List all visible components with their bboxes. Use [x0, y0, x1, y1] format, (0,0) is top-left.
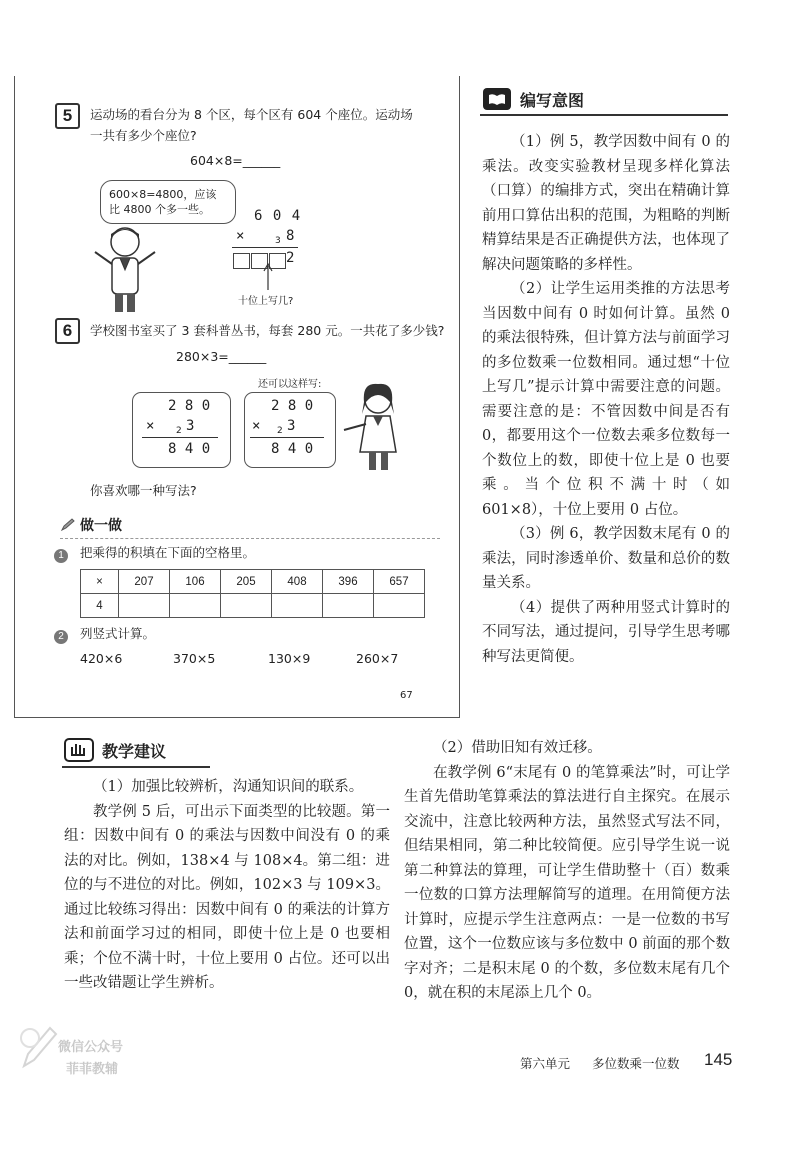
exercise-2-item: 260×7: [356, 651, 399, 666]
bubble-line2: 比 4800 个多一些。: [109, 203, 210, 216]
table-header-cell: 408: [272, 570, 323, 594]
exercise-2-number: 2: [54, 626, 68, 645]
advice-paragraph: 教学例 5 后，可出示下面类型的比较题。第一组：因数中间有 0 的乘法与因数中间没有 0 的乘法的对比。例如，138×4 与 108×4。第二组：进位的与不进位的对比。例如，102×3 与 109×3。通过比较练习得出：因数中间有 0 的乘法的计算方法和前面学习过的相同，即使十位上是 0 也要相乘；个位不满十时，十位上要用 0 占位。还可以出一些改错题让学生辨析。: [64, 803, 390, 991]
footer-topic: 多位数乘一位数: [592, 1056, 680, 1071]
table-answer-row: [81, 594, 425, 618]
exercise-2-item: 130×9: [268, 651, 311, 666]
girl-illustration: [336, 380, 414, 472]
problem-6-equation: 280×3=______: [176, 349, 267, 364]
boy-illustration: [85, 222, 165, 314]
p5-vertical-mult: 8: [286, 228, 295, 244]
intent-underline: [480, 114, 728, 116]
calc1-top: 2 8 0: [168, 398, 211, 414]
table-header-cell: 396: [323, 570, 374, 594]
p5-vertical-carry: 3: [275, 236, 281, 246]
intent-body: [482, 130, 730, 669]
answer-cell[interactable]: [233, 253, 250, 269]
pencil-icon: [60, 518, 76, 532]
calc2-times: ×: [252, 418, 261, 434]
advice-header: [64, 738, 166, 762]
p5-vertical-rule: [232, 247, 298, 248]
advice-left-column: [64, 775, 390, 996]
exercise-1-number: 1: [54, 545, 68, 564]
table-header-cell: 207: [119, 570, 170, 594]
p6-also-label: 还可以这样写:: [258, 379, 322, 390]
advice-title: 教学建议: [102, 741, 167, 761]
intent-paragraph: （1）例 5，教学因数中间有 0 的乘法。改变实验教材呈现多样化算法（口算）的编排方式，突出在精确计算前用口算估出积的范围，为粗略的判断精算结果是否正确提供方法，也体现了解决问题策略的多样性。: [482, 134, 730, 273]
calc1-result: 8 4 0: [168, 441, 211, 457]
table-answer-cell[interactable]: [272, 594, 323, 618]
p5-caption: 十位上写几?: [238, 296, 294, 307]
table-row-label: 4: [81, 594, 119, 618]
book-icon: [482, 87, 512, 111]
watermark-line2: 菲菲教辅: [66, 1062, 119, 1077]
watermark-pencil-icon: [16, 1022, 60, 1070]
p5-vertical-times: ×: [236, 228, 245, 244]
up-arrow-icon: [262, 262, 274, 290]
problem-5-line2: 一共有多少个座位?: [90, 128, 197, 143]
exercise-2-text: 列竖式计算。: [80, 626, 156, 641]
exercise-1-text: 把乘得的积填在下面的空格里。: [80, 545, 256, 560]
table-answer-cell[interactable]: [221, 594, 272, 618]
advice-paragraph: 在教学例 6“末尾有 0 的笔算乘法”时，可让学生首先借助笔算乘法的算法进行自主探究。在展示交流中，注意比较两种方法，虽然竖式写法不同，但结果相同，第二种比较简便。应引导学生说一说第二种算法的算理，可让学生借助整十（百）数乘一位数的口算方法理解简写的道理。在用简便方法计算时，应提示学生注意两点：一是一位数的书写位置，这个一位数应该与多位数中 0 前面的那个数字对齐；二是积末尾 0 的个数，多位数末尾有几个 0，就在积的末尾添上几个 0。: [404, 764, 730, 1001]
bubble-line1: 600×8=4800，应该: [109, 188, 217, 201]
calc1-carry: 2: [176, 426, 182, 436]
table-header-cell: ×: [81, 570, 119, 594]
calc1-mult: 3: [186, 418, 195, 434]
footer-unit: 第六单元: [520, 1056, 571, 1071]
intent-title: 编写意图: [520, 90, 585, 110]
practice-divider: [60, 538, 440, 539]
table-answer-cell[interactable]: [374, 594, 425, 618]
problem-6-number: 6: [55, 318, 80, 344]
advice-paragraph: （1）加强比较辨析，沟通知识间的联系。: [93, 779, 364, 795]
table-answer-cell[interactable]: [323, 594, 374, 618]
p5-vertical-last: 2: [286, 250, 295, 266]
table-header-row: [81, 570, 425, 594]
hand-icon: [64, 738, 94, 762]
calc2-carry: 2: [277, 426, 283, 436]
exercise-2-item: 420×6: [80, 651, 123, 666]
p6-question: 你喜欢哪一种写法?: [90, 483, 197, 498]
table-header-cell: 205: [221, 570, 272, 594]
table-answer-cell[interactable]: [170, 594, 221, 618]
textbook-page-number: 67: [400, 690, 413, 701]
calc1-times: ×: [146, 418, 155, 434]
multiplication-table: [80, 569, 425, 618]
watermark-line1: 微信公众号: [58, 1040, 124, 1055]
practice-title: 做一做: [80, 518, 122, 534]
problem-5-number: 5: [55, 103, 80, 129]
problem-5-equation: 604×8=______: [190, 153, 281, 168]
footer-page-number: 145: [704, 1050, 733, 1069]
p5-vertical-top: 6 0 4: [254, 208, 302, 224]
table-answer-cell[interactable]: [119, 594, 170, 618]
calc2-mult: 3: [287, 418, 296, 434]
table-header-cell: 106: [170, 570, 221, 594]
exercise-2-item: 370×5: [173, 651, 216, 666]
intent-paragraph: （4）提供了两种用竖式计算时的不同写法，通过提问，引导学生思考哪种写法更简便。: [482, 599, 730, 665]
p5-answer-cells: [233, 250, 287, 269]
advice-right-column: [404, 736, 730, 1006]
speech-bubble-estimate: [100, 180, 236, 224]
problem-5-text: [90, 104, 450, 146]
intent-header: [482, 87, 584, 111]
calc2-rule: [250, 437, 324, 438]
intent-paragraph: （2）让学生运用类推的方法思考当因数中间有 0 时如何计算。虽然 0 的乘法很特殊，但计算方法与前面学习的多位数乘一位数相同。通过想“十位上写几”提示计算中需要注意的问题。需要注意的是：不管因数中间是否有 0，都要用这个一位数去乘多位数每一个数位上的数，即使十位上是 0 也要乘。当个位积不满十时（如 601×8），十位上要用 0 占位。: [482, 281, 730, 518]
problem-5-line1: 运动场的看台分为 8 个区，每个区有 604 个座位。运动场: [90, 107, 413, 122]
table-header-cell: 657: [374, 570, 425, 594]
advice-paragraph: （2）借助旧知有效迁移。: [433, 740, 602, 756]
advice-underline: [62, 766, 210, 768]
calc1-rule: [142, 437, 218, 438]
intent-paragraph: （3）例 6，教学因数末尾有 0 的乘法，同时渗透单价、数量和总价的数量关系。: [482, 526, 730, 591]
calc2-top: 2 8 0: [271, 398, 314, 414]
problem-6-text: 学校图书室买了 3 套科普丛书，每套 280 元。一共花了多少钱?: [90, 323, 445, 338]
calc2-result: 8 4 0: [271, 441, 314, 457]
